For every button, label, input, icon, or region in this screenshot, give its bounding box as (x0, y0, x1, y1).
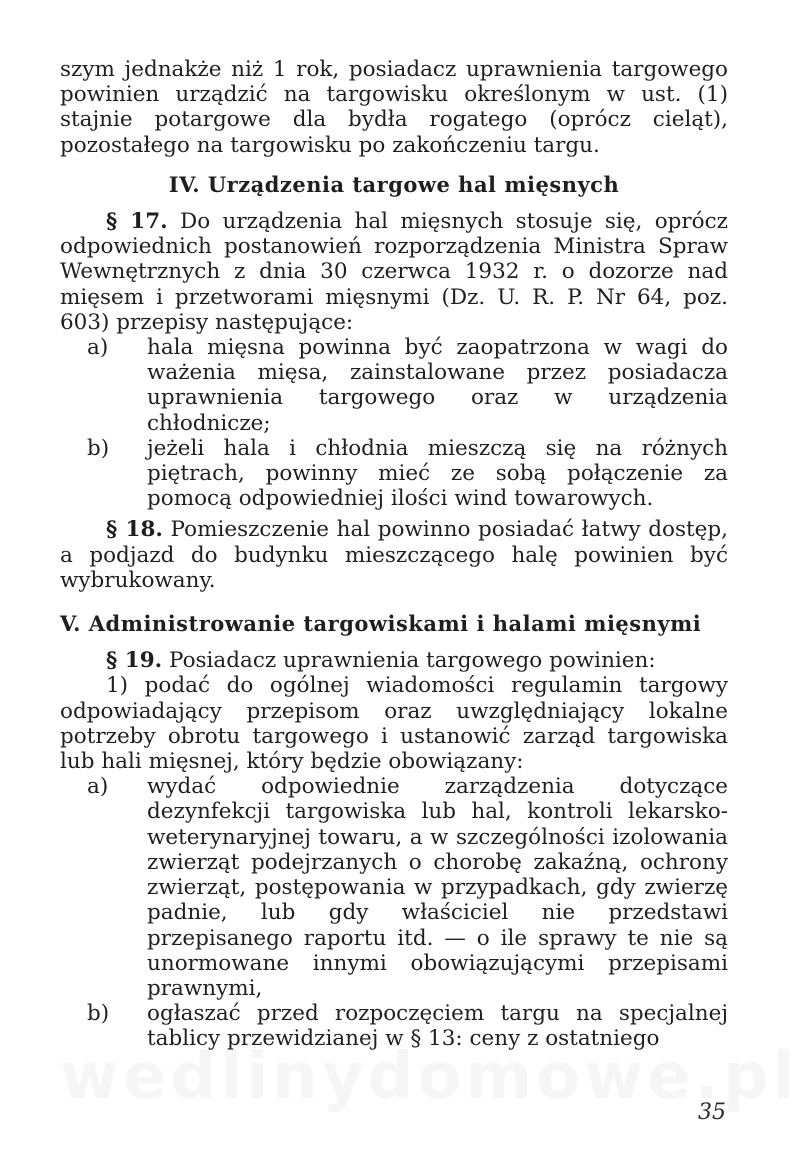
paragraph-17-text: Do urządzenia hal mięsnych stosuje się, oprócz odpowiednich postanowień rozporządzenia Ministra Spraw Wewnętrznych z dnia 30 czerwca 1932 r. o dozorze nad mięsem i przetworami mięsnymi (Dz. U. R. P. Nr 64, poz. 603) przepisy następujące: (60, 209, 728, 335)
list-item (87, 436, 728, 512)
page-number: 35 (698, 1100, 726, 1125)
paragraph-17-number: § 17. (106, 209, 168, 235)
list-marker: a) (87, 335, 109, 361)
paragraph-19-number: § 19. (106, 648, 163, 674)
section-v-heading: V. Administrowanie targowiskami i halami mięsnymi (60, 611, 702, 637)
paragraph-18-text: Pomieszczenie hal powinno posiadać łatwy dostęp, a podjazd do budynku mieszczącego halę powinien być wybrukowany. (60, 517, 728, 593)
list-marker: a) (87, 774, 109, 800)
opening-paragraph: szym jednakże niż 1 rok, posiadacz uprawnienia targowego powinien urządzić na targowisku określonym w ust. (1) stajnie potargowe dla bydła rogatego (oprócz cieląt), pozostałego na targowisku po zakończeniu targu. (60, 57, 728, 158)
paragraph-19-text: Posiadacz uprawnienia targowego powinien: (168, 648, 656, 674)
list-text: ogłaszać przed rozpoczęciem targu na specjalnej tablicy przewidzianej w § 13: ceny z ostatniego (147, 1001, 728, 1052)
list-text: jeżeli hala i chłodnia mieszczą się na różnych piętrach, powinny mieć ze sobą połączenie za pomocą odpowiedniej ilości wind towarowych. (147, 435, 728, 512)
list-text: hala mięsna powinna być zaopatrzona w wagi do ważenia mięsa, zainstalowane przez posiadacza uprawnienia targowego oraz w urządzenia chłodnicze; (147, 335, 728, 436)
paragraph-19 (60, 648, 728, 673)
list-item (87, 335, 728, 436)
list-item (87, 774, 728, 1001)
paragraph-18-number: § 18. (106, 517, 163, 543)
section-iv-heading: IV. Urządzenia targowe hal mięsnych (168, 171, 620, 197)
list-text: wydać odpowiednie zarządzenia dotyczące dezynfekcji targowiska lub hal, kontroli lekarsko-weterynaryjnej towaru, a w szczególności izolowania zwierząt podejrzanych o chorobę zakaźną, ochrony zwierząt, postępowania w przypadkach, gdy zwierzę padnie, lub gdy właściciel nie przedstawi przepisanego raportu itd. — o ile sprawy te nie są unormowane innymi obowiązującymi przepisami prawnymi, (147, 774, 728, 1001)
list-marker: b) (87, 1001, 110, 1027)
paragraph-19-point-1: 1) podać do ogólnej wiadomości regulamin targowy odpowiadający przepisom oraz uwzględniający lokalne potrzeby obrotu targowego i ustanowić zarząd targowiska lub hali mięsnej, który będzie obowiązany: (60, 673, 728, 775)
paragraph-17 (60, 209, 728, 335)
text-body (60, 57, 728, 1052)
paragraph-18 (60, 517, 728, 593)
list-item (87, 1001, 728, 1051)
list-marker: b) (87, 435, 110, 461)
